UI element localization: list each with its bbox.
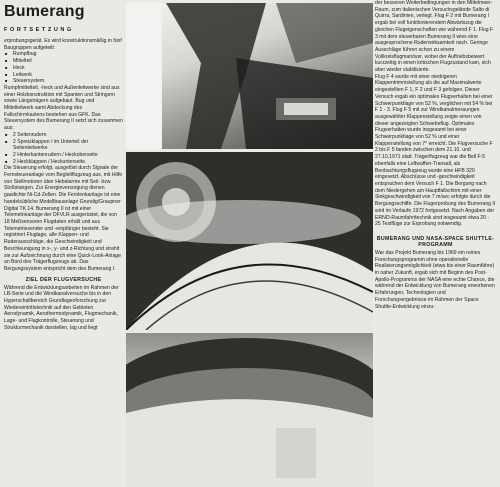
list-item: ■ Mittelteil <box>10 58 123 65</box>
left-paragraph-4: Während die Entwicklungsarbeiten im Rahmen der LB-Serie und die Windkanalversuche bis in den Hyperschallbereich Grundlagenforschung zur Wiedereintrittstechnik auf den Gebieten Aerodynamik, Aerothermodynamik, Flugmechanik, Lage- und Flugkontrolle, Steuerung und Strukturmechanik darstellen, lag und liegt <box>4 284 119 331</box>
right-paragraph-2: Flug F 4 wurde mit einer niedrigeren Klappentrimmstellung als die auf Maximalwerte eingestellten F 1, F 2 und F 3 gefolgen. Dieser Versuch ergab ein optimales Flugverhalten bei einer Schwerpunktlage von 52 %, verglichen mit 54 % bei F 1 - 3. Flug F 5 mit zur Windkanalmessungen ausgewählter Klappenstellung zeigte einen von dieser angezeigten Schwebeflug. Optimales Flugverhalten wurde insgesamt bei einer Schwerpunktlage von 52 % und einer Klappenstellung von 7° erreicht. Die Flugversuche F 2 bis F 5 fanden zwischen dem 21.10. und 27.10.1971 statt. Trägerflugzeug war die Bell F-5 ebenfalls eine Luftwaffen-Transall, als Beobachtungsflugzeug wurde eine HFB 320 eingesetzt. Abschüsse und -geschwindigkeit entsprachen dem Versuch F 1. Die Bergung nach dem Niedergehen am Hauptfallschirm mit einer Sinkgeschwindigkeit von 7 m/sec erfolgte durch die Bergungsschiffe. Die Flugerprobung des Bumerang II wird im Verlaufe 1972 fortgesetzt. Nach Angaben der ERNO-Raumfahrttechnik sind insgesamt etwa 20 - 25 Testflüge zur Erprobung notwendig. <box>375 73 496 228</box>
list-item: ■ Leitwerk <box>10 72 123 79</box>
photo-column <box>126 0 373 487</box>
right-text-column <box>375 0 496 487</box>
left-paragraph-3: Die Steuerung erfolgt, ausgelöst durch Signale der Fernsteueranlage vom Begleitflugzeug aus, mit Hilfe von Stellmotoren über Hebelarme mit Seil- bzw. Stoßstangen. Zur Energieversorgung dienen gasdichte Ni-Cd-Zellen. Die Fernlenkanlage ist eine handelsübliche Modellbauanlage Grundig/Graupner Digital TK 14. Bumerang II ist mit einer Telemetrieanlage der DFVLR ausgerüstet, die von 18 Meßsensoren Flugdaten erhält und aus Telemetriesender und -empfänger besteht. Sie registriert Fluglage, alle Klappen- und Ruderausschläge, die Geschwindigkeit und Beschleunigung in x-, y- und z-Richtung und strahlt sie zur Aufzeichnung durch eine Quick-Look-Anlage an Bord des Trägerflugzeugs ab. Das Bergungssystem entspricht dem des Bumerang I. <box>4 165 123 272</box>
photo-model-closeup <box>126 333 373 487</box>
article-subtitle: FORTSETZUNG <box>4 27 74 33</box>
right-paragraph-1: der besseren Weiterbedingungen in den Mittelmeer-Raum, zum italienischen Versuchsgelände Salto di Quirra, Sardinien, verlegt. Flug F 2 mit Bumerang I ergab bei voll funktionierendem Abwärtszug die gleichen Flugeigenschaften wie während F 1. Flug F 3 mit dem steuerbaren Bumerang II wies eine ausgesprochene Ruderwirksamkeit nach. Geringe Ausschläge führen schon zu einem Vollkreisflugmanöver, wobei der Auftriebsbeiwert kurzzeitig in einen kritischen Flugzustand kam, sich aber wieder stabilisierte. <box>375 0 494 74</box>
list-item: ■ Rumpfbug <box>10 51 123 58</box>
left-paragraph-1: erprobungsgerät. Es wird konstruktionsmäßig in fünf Baugruppen aufgeteilt: <box>4 38 122 51</box>
photo-parachute-recovery <box>126 152 373 330</box>
list-item: ■ 2 Seitenrudern <box>10 132 123 139</box>
section-heading-ziel: ZIEL DER FLUGVERSUCHE <box>25 276 102 283</box>
section-heading-space-shuttle: BUMERANG UND NASA-SPACE SHUTTLE-PROGRAMM <box>376 235 495 248</box>
component-list <box>4 51 123 85</box>
control-surface-list <box>4 132 123 166</box>
parachute-illustration <box>126 152 373 330</box>
left-paragraph-2: Rumpfmittelteil, -heck und Außenleitwerke sind aus einer Holzkonstruktion mit Spanten und Stringern sowie Längsträgern aufgebaut. Bug und Mittelleitwerk samt Abdeckung des Fallschirmkastens bestehen aus GFK. Das Steuersystem des Bumerang II setzt sich zusammen aus: <box>4 84 123 132</box>
model-closeup-illustration <box>126 333 373 487</box>
list-item: ■ 2 Heckklappen / Heckunterseite. <box>10 159 123 166</box>
list-item: ■ 2 Hinterkantenrudern / Heckoberseite <box>10 152 123 159</box>
list-item: ■ 2 Spreizklappen / im Unterteil der Seitenleitwerke <box>10 139 123 152</box>
photo-aircraft-underside <box>126 3 373 149</box>
left-text-column <box>4 0 123 487</box>
right-paragraph-3: War das Projekt Bumerang bis 1969 ein reines Forschungsprogramm ohne operationelle Realisierungsmöglichkeit (etwa bis einer Raumfähre) in naher Zukunft, ergab sich mit Beginn des Post-Apollo-Programms der NASA eine echte Chance, die während der Entwicklung von Bumerang erworbenen Erfahrungen, Technologien und Forschungsergebnisse im Rahmen der Space Shuttle-Entwicklung einzu- <box>375 249 495 310</box>
aircraft-underside-illustration <box>126 3 373 149</box>
article-title: Bumerang <box>4 3 85 20</box>
list-item: ■ Heck <box>10 65 123 72</box>
list-item: ■ Steuersystem. <box>10 78 123 85</box>
